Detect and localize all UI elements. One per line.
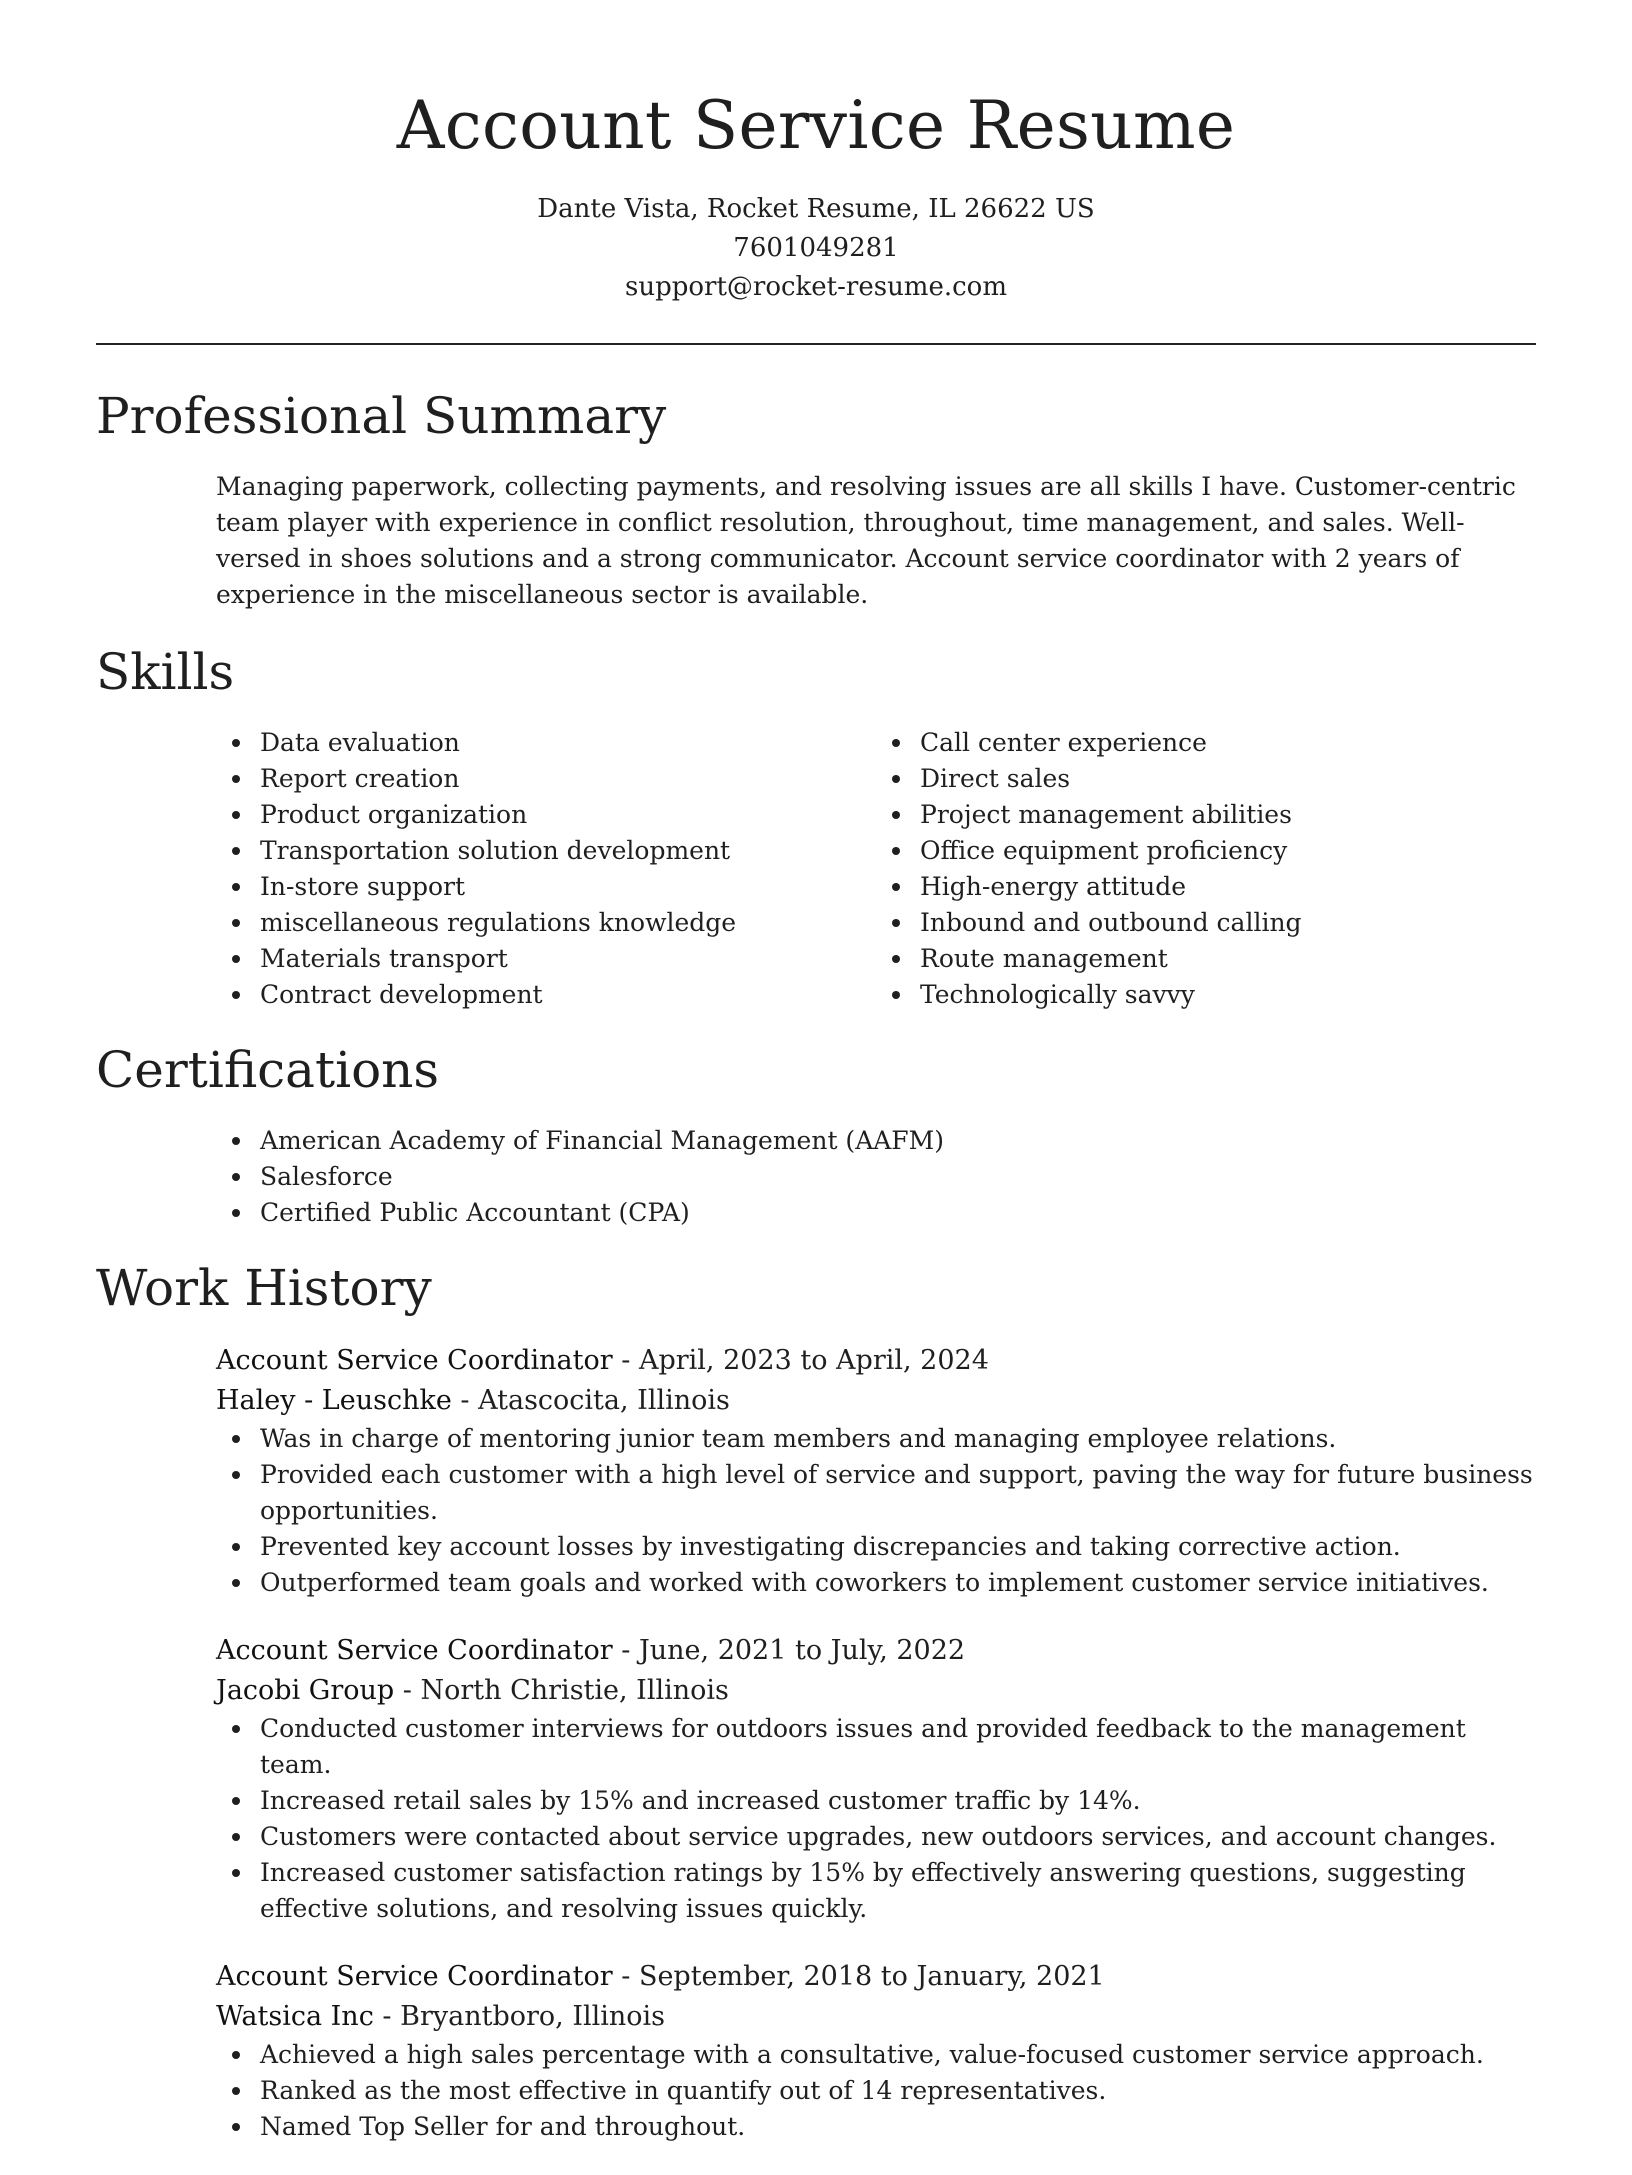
contact-email: support@rocket-resume.com: [624, 272, 1007, 302]
list-item: Named Top Seller for and throughout.: [260, 2109, 1536, 2145]
job-bullets: [216, 1421, 1536, 1601]
skills-heading: Skills: [96, 643, 235, 701]
list-item: Project management abilities: [920, 797, 1536, 833]
contact-address: Dante Vista, Rocket Resume, IL 26622 US: [537, 194, 1095, 224]
job-title-line: [216, 1631, 1536, 1671]
list-item: Prevented key account losses by investigating discrepancies and taking corrective action.: [260, 1529, 1536, 1565]
summary-heading: Professional Summary: [96, 387, 667, 445]
resume-page: [96, 0, 1536, 2175]
list-item: Product organization: [260, 797, 876, 833]
work-history-section: [96, 1257, 1536, 2145]
job-title-line: [216, 1341, 1536, 1381]
list-item: Direct sales: [920, 761, 1536, 797]
skills-list-right: [876, 725, 1536, 1013]
list-item: Materials transport: [260, 941, 876, 977]
job-bullets: [216, 1711, 1536, 1927]
job-dates: - April, 2023 to April, 2024: [612, 1345, 989, 1376]
job-company-line: [216, 1381, 1536, 1421]
resume-header: [96, 0, 1536, 307]
job-entry: [216, 1957, 1536, 2145]
contact-info: [96, 190, 1536, 307]
certifications-body: [216, 1123, 1536, 1231]
job-company: Jacobi Group: [216, 1675, 395, 1706]
list-item: Ranked as the most effective in quantify out of 14 representatives.: [260, 2073, 1536, 2109]
list-item: Was in charge of mentoring junior team members and managing employee relations.: [260, 1421, 1536, 1457]
list-item: Conducted customer interviews for outdoors issues and provided feedback to the management team.: [260, 1711, 1536, 1783]
job-title-line: [216, 1957, 1536, 1997]
summary-body: [216, 469, 1536, 613]
list-item: In-store support: [260, 869, 876, 905]
header-divider: [96, 343, 1536, 345]
job-dates: - June, 2021 to July, 2022: [612, 1635, 966, 1666]
job-location: - Bryantboro, Illinois: [373, 2001, 666, 2032]
summary-section: [96, 385, 1536, 613]
list-item: Call center experience: [920, 725, 1536, 761]
job-entry: [216, 1341, 1536, 1601]
skills-grid: [216, 725, 1536, 1013]
job-title: Account Service Coordinator: [216, 1635, 613, 1666]
list-item: Inbound and outbound calling: [920, 905, 1536, 941]
list-item: Report creation: [260, 761, 876, 797]
list-item: Data evaluation: [260, 725, 876, 761]
list-item: Transportation solution development: [260, 833, 876, 869]
list-item: Increased customer satisfaction ratings by 15% by effectively answering questions, suggesting effective solutions, and resolving issues quickly.: [260, 1855, 1536, 1927]
list-item: Technologically savvy: [920, 977, 1536, 1013]
list-item: Certified Public Accountant (CPA): [260, 1195, 1536, 1231]
list-item: Salesforce: [260, 1159, 1536, 1195]
work-history-heading: Work History: [96, 1259, 432, 1317]
list-item: miscellaneous regulations knowledge: [260, 905, 876, 941]
job-entry: [216, 1631, 1536, 1927]
list-item: Provided each customer with a high level of service and support, paving the way for future business opportunities.: [260, 1457, 1536, 1529]
job-location: - Atascocita, Illinois: [451, 1385, 730, 1416]
job-title: Account Service Coordinator: [216, 1345, 613, 1376]
contact-phone: 7601049281: [733, 233, 899, 263]
job-title: Account Service Coordinator: [216, 1961, 613, 1992]
list-item: Achieved a high sales percentage with a consultative, value-focused customer service approach.: [260, 2037, 1536, 2073]
job-company-line: [216, 1997, 1536, 2037]
list-item: Increased retail sales by 15% and increased customer traffic by 14%.: [260, 1783, 1536, 1819]
list-item: Outperformed team goals and worked with coworkers to implement customer service initiatives.: [260, 1565, 1536, 1601]
list-item: Contract development: [260, 977, 876, 1013]
certifications-heading: Certifications: [96, 1041, 440, 1099]
certifications-section: [96, 1039, 1536, 1231]
job-dates: - September, 2018 to January, 2021: [612, 1961, 1105, 1992]
job-location: - North Christie, Illinois: [394, 1675, 729, 1706]
work-history-body: [216, 1341, 1536, 2145]
list-item: Office equipment proficiency: [920, 833, 1536, 869]
list-item: Route management: [920, 941, 1536, 977]
certifications-list: [216, 1123, 1536, 1231]
job-company: Haley - Leuschke: [216, 1385, 452, 1416]
list-item: Customers were contacted about service upgrades, new outdoors services, and account changes.: [260, 1819, 1536, 1855]
list-item: American Academy of Financial Management (AAFM): [260, 1123, 1536, 1159]
job-bullets: [216, 2037, 1536, 2145]
list-item: High-energy attitude: [920, 869, 1536, 905]
job-company: Watsica Inc: [216, 2001, 374, 2032]
skills-list-left: [216, 725, 876, 1013]
skills-section: [96, 641, 1536, 1013]
resume-title: Account Service Resume: [396, 87, 1236, 164]
summary-text: Managing paperwork, collecting payments, and resolving issues are all skills I have. Customer-centric team player with experience in conflict resolution, throughout, time management, and sales. Well-versed in shoes solutions and a strong communicator. Account service coordinator with 2 years of experience in the miscellaneous sector is available.: [216, 472, 1516, 609]
job-company-line: [216, 1671, 1536, 1711]
